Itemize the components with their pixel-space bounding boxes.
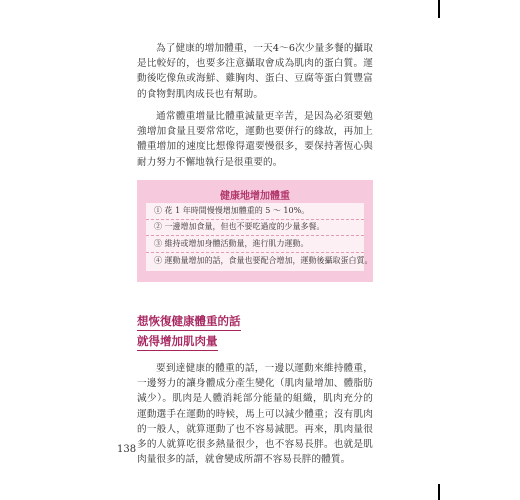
tip-item-1: ① 花 1 年時間慢慢增加體重的 5 ～ 10%。 xyxy=(154,206,310,215)
body-paragraph-2: 通常體重增量比體重減量更辛苦，是因為必須要勉強增加食量且要常常吃，運動也要併行的緣故，再加上體重增加的速度比想像得還要慢很多，要保持著恆心與耐力努力不懈地執行是很重要的。 xyxy=(137,111,373,168)
crop-mark-bottom xyxy=(438,484,440,500)
divider xyxy=(146,219,364,220)
tip-box-title: 健康地增加體重 xyxy=(220,191,290,202)
tip-item-3: ③ 維持或增加身體活動量，進行肌力運動。 xyxy=(154,239,309,248)
divider xyxy=(146,252,364,253)
divider xyxy=(146,235,364,236)
crop-mark-top xyxy=(438,0,440,18)
tip-box xyxy=(137,180,373,282)
tip-item-4: ④ 運動量增加的話，食量也要配合增加，運動後攝取蛋白質。 xyxy=(154,256,373,265)
page-number: 138 xyxy=(117,444,137,455)
tip-item-2: ② 一邊增加食量，但也不要吃過度的少量多餐。 xyxy=(154,222,325,231)
tip-box-list xyxy=(146,203,373,271)
section-heading-line-2: 就得增加肌肉量 xyxy=(137,333,218,351)
section-heading-line-1: 想恢復健康體重的話 xyxy=(137,313,241,331)
body-paragraph-3: 要到達健康的體重的話，一邊以運動來維持體重，一邊努力的讓身體成分產生變化（肌肉量增加、體脂肪減少）。肌肉是人體消耗部分能量的組織，肌肉充分的運動選手在運動的時候，馬上可以減少體重；沒有肌肉的一般人，就算運動了也不容易減肥。再來，肌肉量很多的人就算吃很多熱量很少，也不容易長胖。也就是肌肉量很多的話，就會變成所謂不容易長胖的體質。 xyxy=(137,363,373,466)
body-paragraph-1: 為了健康的增加體重，一天4～6次少量多餐的攝取是比較好的，也要多注意攝取會成為肌肉的蛋白質。運動後吃像魚或海鮮、雞胸肉、蛋白、豆腐等蛋白質豐富的食物對肌肉成長也有幫助。 xyxy=(137,43,373,100)
